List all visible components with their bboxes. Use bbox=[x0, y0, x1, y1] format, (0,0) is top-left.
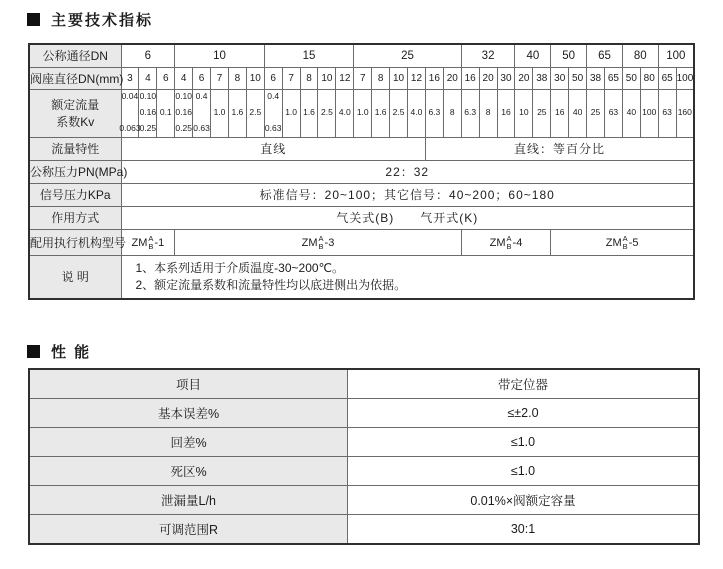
kv-value-stack bbox=[247, 90, 264, 136]
kv-value-cell bbox=[408, 89, 426, 137]
kv-value-stack bbox=[318, 90, 335, 136]
perf-item-hysteresis: 回差% bbox=[29, 428, 348, 457]
kv-label-line2: 系数Kv bbox=[56, 115, 95, 129]
signal-pressure-label: 信号压力KPa bbox=[29, 183, 121, 206]
flow-characteristic-row bbox=[29, 137, 694, 160]
flow-equal-percent-cell: 直线：等百分比 bbox=[425, 137, 694, 160]
kv-value-cell bbox=[282, 89, 300, 137]
spec-section-title bbox=[27, 9, 723, 30]
zm-ab-stack bbox=[623, 235, 628, 251]
kv-value-stack bbox=[587, 90, 604, 136]
performance-row-dead-zone bbox=[29, 457, 699, 486]
kv-value-stack bbox=[211, 90, 228, 136]
signal-pressure-row bbox=[29, 183, 694, 206]
zm-suffix: -5 bbox=[628, 237, 639, 249]
zm-prefix: ZM bbox=[131, 237, 148, 249]
performance-row-hysteresis bbox=[29, 428, 699, 457]
spec-section-title-text: 主要技术指标 bbox=[51, 12, 154, 29]
kv-value-cell bbox=[175, 89, 193, 137]
main-spec-table bbox=[28, 43, 695, 300]
kv-value-stack bbox=[408, 90, 425, 136]
kv-value-stack bbox=[157, 90, 174, 136]
zm-suffix: -3 bbox=[324, 237, 335, 249]
action-mode-label: 作用方式 bbox=[29, 206, 121, 229]
kv-value-stack bbox=[119, 90, 141, 136]
kv-value-cell bbox=[461, 89, 479, 137]
kv-value: 10 bbox=[519, 107, 529, 118]
zm-ab-stack bbox=[507, 235, 512, 251]
kv-value: 160 bbox=[677, 107, 692, 118]
seat-diameter-cell: 8 bbox=[300, 67, 318, 89]
dn-group-cell: 100 bbox=[658, 44, 694, 67]
perf-value-leakage: 0.01%×阀额定容量 bbox=[348, 486, 700, 515]
kv-value-cell bbox=[425, 89, 443, 137]
seat-diameter-cell: 12 bbox=[336, 67, 354, 89]
kv-label-line1: 额定流量 bbox=[51, 98, 100, 112]
kv-value: 0.1 bbox=[159, 107, 172, 118]
kv-value-cell bbox=[497, 89, 515, 137]
seat-diameter-cell: 30 bbox=[497, 67, 515, 89]
kv-value-stack bbox=[551, 90, 568, 136]
seat-diameter-cell: 4 bbox=[175, 67, 193, 89]
notes-row bbox=[29, 255, 694, 299]
perf-header-value: 带定位器 bbox=[348, 369, 700, 399]
note-line-1: 1、本系列适用于介质温度-30~200℃。 bbox=[135, 260, 345, 275]
kv-value-stack bbox=[480, 90, 497, 136]
kv-value: 16 bbox=[501, 107, 511, 118]
kv-value: 6.3 bbox=[428, 107, 441, 118]
zm-prefix: ZM bbox=[605, 237, 622, 249]
seat-diameter-cell: 50 bbox=[622, 67, 640, 89]
dn-group-cell: 6 bbox=[121, 44, 175, 67]
seat-diameter-cell: 50 bbox=[569, 67, 587, 89]
kv-value-cell bbox=[676, 89, 694, 137]
dn-group-cell: 10 bbox=[175, 44, 265, 67]
kv-value-cell bbox=[479, 89, 497, 137]
actuator-model-label: 配用执行机构型号 bbox=[29, 229, 121, 255]
seat-diameter-cell: 7 bbox=[354, 67, 372, 89]
seat-diameter-cell: 6 bbox=[157, 67, 175, 89]
signal-pressure-value: 标准信号：20~100；其它信号：40~200；60~180 bbox=[121, 183, 694, 206]
dn-group-cell: 80 bbox=[622, 44, 658, 67]
kv-value: 100 bbox=[642, 107, 657, 118]
kv-value-cell bbox=[157, 89, 175, 137]
kv-value: 8 bbox=[449, 107, 455, 118]
kv-value: 1.0 bbox=[213, 107, 226, 118]
kv-value: 1.6 bbox=[231, 107, 244, 118]
kv-value-cell bbox=[336, 89, 354, 137]
kv-value-cell bbox=[228, 89, 246, 137]
kv-value-cell bbox=[318, 89, 336, 137]
kv-value-cell bbox=[622, 89, 640, 137]
kv-value-cell bbox=[569, 89, 587, 137]
dn-group-cell: 40 bbox=[515, 44, 551, 67]
kv-value: 0.25 bbox=[175, 123, 192, 134]
square-bullet-icon bbox=[27, 345, 40, 358]
kv-value-cell bbox=[658, 89, 676, 137]
note-line-2: 2、额定流量系数和流量特性均以底进侧出为依据。 bbox=[135, 277, 407, 292]
dn-group-cell: 65 bbox=[587, 44, 623, 67]
kv-value-cell bbox=[587, 89, 605, 137]
seat-diameter-cell: 30 bbox=[551, 67, 569, 89]
kv-value: 6.3 bbox=[464, 107, 477, 118]
kv-value-stack bbox=[426, 90, 443, 136]
seat-diameter-label: 阀座直径DN(mm) bbox=[29, 67, 121, 89]
perf-item-rangeability: 可调范围R bbox=[29, 515, 348, 545]
kv-value-cell bbox=[390, 89, 408, 137]
kv-value-stack bbox=[444, 90, 461, 136]
zm-top: A bbox=[622, 234, 628, 244]
seat-diameter-cell: 16 bbox=[425, 67, 443, 89]
kv-value-stack bbox=[283, 90, 300, 136]
kv-value-stack bbox=[193, 90, 210, 136]
kv-value: 40 bbox=[572, 107, 583, 118]
kv-value-cell bbox=[121, 89, 139, 137]
action-mode-value: 气关式(B) 气开式(K) bbox=[121, 206, 694, 229]
performance-section-title-text: 性 能 bbox=[51, 344, 92, 361]
kv-value: 8 bbox=[485, 107, 491, 118]
kv-value-stack bbox=[229, 90, 246, 136]
kv-value: 2.5 bbox=[249, 107, 262, 118]
kv-value-stack bbox=[390, 90, 407, 136]
nominal-pressure-row bbox=[29, 160, 694, 183]
perf-item-dead-zone: 死区% bbox=[29, 457, 348, 486]
zm-prefix: ZM bbox=[301, 237, 318, 249]
zm-bottom: B bbox=[318, 242, 324, 251]
kv-coefficient-row bbox=[29, 89, 694, 137]
seat-diameter-cell: 20 bbox=[443, 67, 461, 89]
kv-value: 25 bbox=[590, 107, 601, 118]
seat-diameter-cell: 38 bbox=[533, 67, 551, 89]
notes-label: 说 明 bbox=[29, 255, 121, 299]
kv-value: 0.10 bbox=[139, 91, 157, 101]
performance-row-rangeability bbox=[29, 515, 699, 545]
seat-diameter-cell: 38 bbox=[587, 67, 605, 89]
actuator-model-cell-4 bbox=[461, 229, 551, 255]
kv-value-cell bbox=[372, 89, 390, 137]
zm-prefix: ZM bbox=[489, 237, 506, 249]
seat-diameter-cell: 4 bbox=[139, 67, 157, 89]
seat-diameter-row bbox=[29, 67, 694, 89]
kv-value-stack bbox=[462, 90, 479, 136]
seat-diameter-cell: 10 bbox=[390, 67, 408, 89]
kv-value: 4.0 bbox=[338, 107, 351, 118]
kv-value: 0.4 bbox=[267, 91, 280, 101]
kv-value: 1.0 bbox=[356, 107, 369, 118]
kv-label bbox=[29, 89, 121, 137]
dn-group-cell: 50 bbox=[551, 44, 587, 67]
perf-item-basic-error: 基本误差% bbox=[29, 399, 348, 428]
kv-value: 1.6 bbox=[303, 107, 315, 118]
kv-value-stack bbox=[336, 90, 353, 136]
kv-value-cell bbox=[193, 89, 211, 137]
flow-linear-cell: 直线 bbox=[121, 137, 425, 160]
kv-value-cell bbox=[443, 89, 461, 137]
kv-value-cell bbox=[640, 89, 658, 137]
zm-bottom: B bbox=[506, 242, 512, 251]
seat-diameter-cell: 16 bbox=[461, 67, 479, 89]
kv-value: 0.16 bbox=[175, 107, 192, 118]
kv-value: 0.63 bbox=[193, 123, 210, 134]
actuator-model-cell-3 bbox=[175, 229, 462, 255]
nominal-diameter-label: 公称通径DN bbox=[29, 44, 121, 67]
kv-value-cell bbox=[211, 89, 229, 137]
kv-value: 0.16 bbox=[139, 107, 157, 118]
kv-value: 25 bbox=[537, 107, 547, 118]
seat-diameter-cell: 65 bbox=[658, 67, 676, 89]
seat-diameter-cell: 80 bbox=[640, 67, 658, 89]
perf-value-dead-zone: ≤1.0 bbox=[348, 457, 700, 486]
nominal-pressure-value: 22：32 bbox=[121, 160, 694, 183]
dn-group-cell: 25 bbox=[354, 44, 461, 67]
kv-value: 0.25 bbox=[139, 123, 157, 134]
performance-table bbox=[28, 368, 700, 545]
kv-value-cell bbox=[354, 89, 372, 137]
zm-top: A bbox=[318, 234, 324, 244]
kv-value-stack bbox=[515, 90, 532, 136]
zm-suffix: -4 bbox=[512, 237, 523, 249]
kv-value: 63 bbox=[662, 107, 672, 118]
kv-value-stack bbox=[659, 90, 676, 136]
perf-item-leakage: 泄漏量L/h bbox=[29, 486, 348, 515]
zm-ab-stack bbox=[148, 235, 153, 251]
kv-value: 2.5 bbox=[392, 107, 405, 118]
seat-diameter-cell: 10 bbox=[246, 67, 264, 89]
performance-row-basic-error bbox=[29, 399, 699, 428]
kv-value-cell bbox=[139, 89, 157, 137]
notes-cell bbox=[121, 255, 694, 299]
kv-value: 16 bbox=[554, 107, 565, 118]
dn-group-cell: 32 bbox=[461, 44, 515, 67]
kv-value-cell bbox=[264, 89, 282, 137]
zm-ab-stack bbox=[319, 235, 324, 251]
kv-value-stack bbox=[569, 90, 586, 136]
seat-diameter-cell: 7 bbox=[282, 67, 300, 89]
seat-diameter-cell: 6 bbox=[193, 67, 211, 89]
seat-diameter-cell: 20 bbox=[515, 67, 533, 89]
seat-diameter-cell: 6 bbox=[264, 67, 282, 89]
kv-value-cell bbox=[533, 89, 551, 137]
action-mode-row bbox=[29, 206, 694, 229]
actuator-model-cell-5 bbox=[551, 229, 694, 255]
kv-value-cell bbox=[300, 89, 318, 137]
kv-value: 0.10 bbox=[175, 91, 192, 101]
kv-value: 0.04 bbox=[121, 91, 139, 101]
kv-value-stack bbox=[265, 90, 282, 136]
perf-header-item: 项目 bbox=[29, 369, 348, 399]
kv-value-stack bbox=[301, 90, 318, 136]
kv-value-stack bbox=[175, 90, 192, 136]
kv-value-stack bbox=[372, 90, 389, 136]
kv-value: 4.0 bbox=[410, 107, 423, 118]
kv-value: 0.063 bbox=[119, 123, 141, 134]
zm-suffix: -1 bbox=[154, 237, 165, 249]
seat-diameter-cell: 100 bbox=[676, 67, 694, 89]
performance-section-title bbox=[27, 341, 723, 362]
actuator-model-zm3 bbox=[302, 235, 335, 251]
performance-header-row bbox=[29, 369, 699, 399]
kv-value-stack bbox=[354, 90, 371, 136]
perf-value-basic-error: ≤±2.0 bbox=[348, 399, 700, 428]
seat-diameter-cell: 8 bbox=[228, 67, 246, 89]
kv-value-stack bbox=[677, 90, 693, 136]
kv-value-stack bbox=[641, 90, 658, 136]
nominal-pressure-label: 公称压力PN(MPa) bbox=[29, 160, 121, 183]
seat-diameter-cell: 8 bbox=[372, 67, 390, 89]
kv-value: 63 bbox=[608, 107, 619, 118]
kv-value-cell bbox=[515, 89, 533, 137]
kv-value-cell bbox=[551, 89, 569, 137]
flow-characteristic-label: 流量特性 bbox=[29, 137, 121, 160]
kv-value: 0.63 bbox=[264, 123, 282, 134]
kv-value: 0.4 bbox=[195, 91, 208, 101]
seat-diameter-cell: 65 bbox=[604, 67, 622, 89]
zm-top: A bbox=[506, 234, 512, 244]
square-bullet-icon bbox=[27, 13, 40, 26]
zm-bottom: B bbox=[148, 242, 154, 251]
nominal-diameter-row bbox=[29, 44, 694, 67]
actuator-model-zm1 bbox=[132, 235, 165, 251]
zm-top: A bbox=[148, 234, 154, 244]
kv-value-stack bbox=[139, 90, 156, 136]
actuator-model-zm4 bbox=[490, 235, 523, 251]
kv-value: 2.5 bbox=[321, 107, 333, 118]
perf-value-rangeability: 30:1 bbox=[348, 515, 700, 545]
zm-bottom: B bbox=[622, 242, 628, 251]
actuator-model-row bbox=[29, 229, 694, 255]
kv-value-stack bbox=[498, 90, 515, 136]
kv-value-cell bbox=[246, 89, 264, 137]
perf-value-hysteresis: ≤1.0 bbox=[348, 428, 700, 457]
seat-diameter-cell: 20 bbox=[479, 67, 497, 89]
kv-value-stack bbox=[533, 90, 550, 136]
dn-group-cell: 15 bbox=[264, 44, 354, 67]
seat-diameter-cell: 10 bbox=[318, 67, 336, 89]
seat-diameter-cell: 12 bbox=[408, 67, 426, 89]
kv-value-cell bbox=[604, 89, 622, 137]
seat-diameter-cell: 3 bbox=[121, 67, 139, 89]
actuator-model-zm5 bbox=[606, 235, 639, 251]
performance-row-leakage bbox=[29, 486, 699, 515]
kv-value-stack bbox=[623, 90, 640, 136]
seat-diameter-cell: 7 bbox=[211, 67, 229, 89]
kv-value: 1.0 bbox=[285, 107, 298, 118]
kv-value-stack bbox=[605, 90, 622, 136]
kv-value: 40 bbox=[626, 107, 637, 118]
kv-value: 1.6 bbox=[374, 107, 387, 118]
actuator-model-cell-1 bbox=[121, 229, 175, 255]
